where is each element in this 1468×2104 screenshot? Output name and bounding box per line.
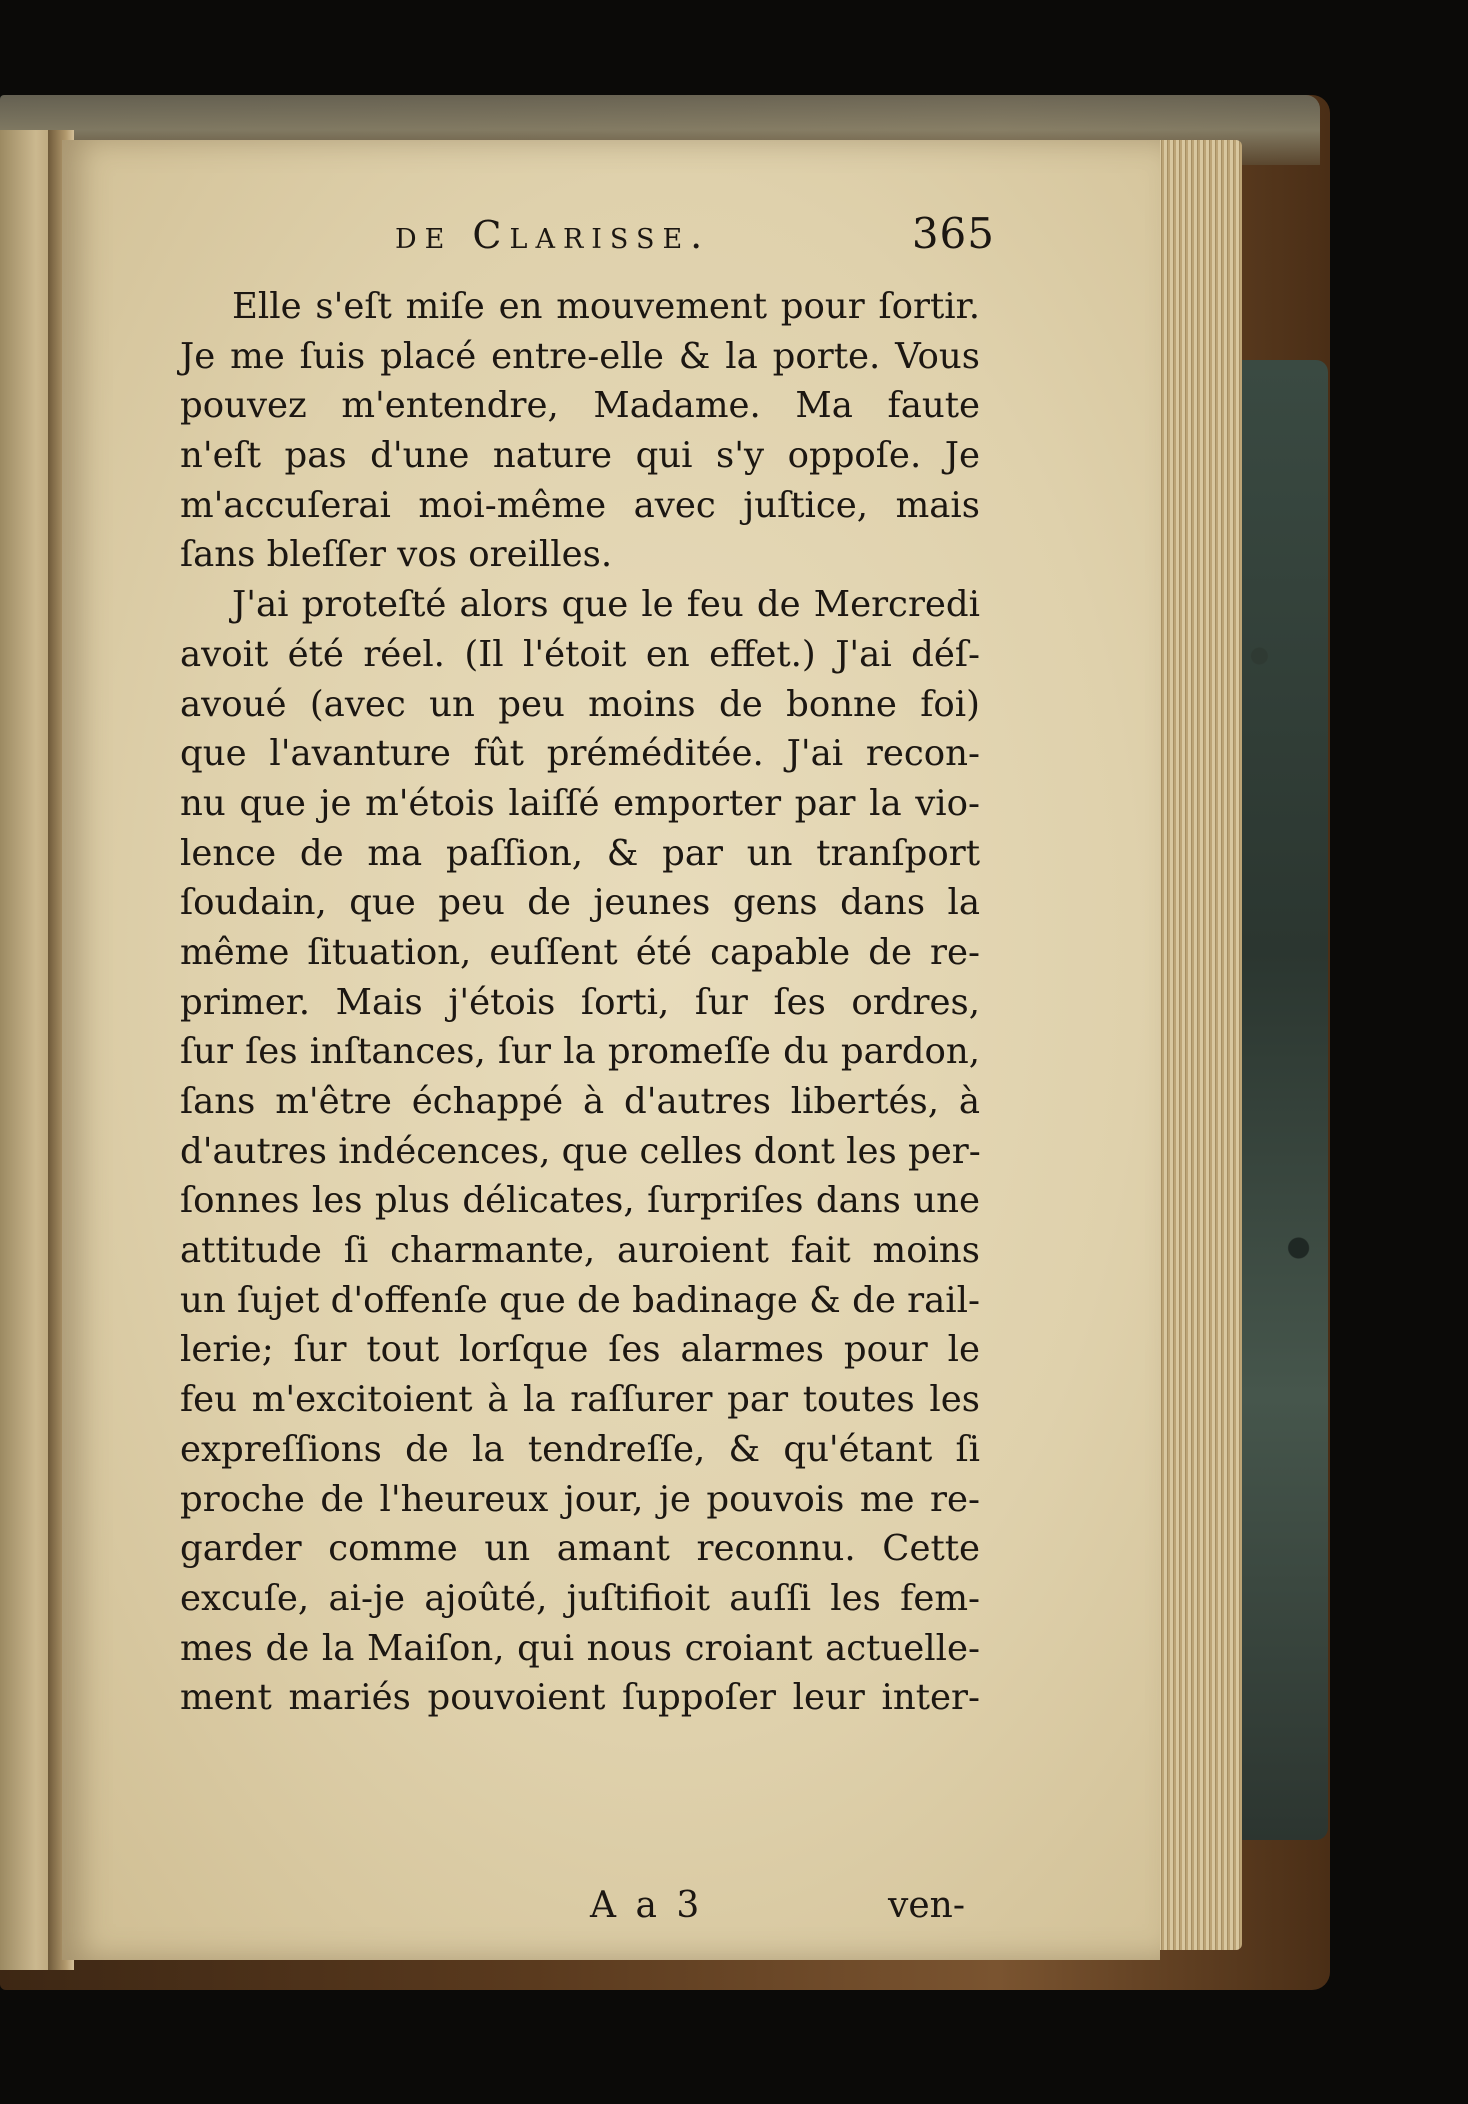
page-number: 365 [911, 209, 995, 258]
text-line: excuſe, ai-je ajoûté, juſtifioit auſſi les fem- [180, 1577, 980, 1619]
text-line: que l'avanture fût préméditée. J'ai recon- [180, 733, 980, 775]
text-line: feu m'excitoient à la raſſurer par toutes les [180, 1379, 980, 1421]
text-line: expreſſions de la tendreſſe, & qu'étant ſi [180, 1428, 980, 1470]
text-line: nu que je m'étois laiſſé emporter par la vio- [180, 782, 980, 824]
marbled-board [1230, 360, 1328, 1840]
text-line: lerie; ſur tout lorſque ſes alarmes pour le [180, 1329, 980, 1371]
text-line: ſans bleſſer vos oreilles. [180, 534, 613, 576]
text-line: Je me ſuis placé entre-elle & la porte. Vous [180, 335, 980, 377]
text-line: mes de la Maiſon, qui nous croiant actuelle- [180, 1627, 980, 1669]
text-line: n'eſt pas d'une nature qui s'y oppoſe. Je [180, 435, 980, 477]
text-line: un ſujet d'offenſe que de badinage & de rail- [180, 1279, 980, 1321]
text-line: garder comme un amant reconnu. Cette [180, 1528, 980, 1570]
text-line: proche de l'heureux jour, je pouvois me re- [180, 1478, 980, 1520]
text-line: ſoudain, que peu de jeunes gens dans la [180, 882, 980, 924]
text-line: ment mariés pouvoient ſuppoſer leur inter- [180, 1677, 980, 1719]
text-line: avoué (avec un peu moins de bonne foi) [180, 683, 980, 725]
text-line: d'autres indécences, que celles dont les per- [180, 1130, 981, 1172]
body-text [180, 282, 980, 1723]
running-head: de Clarisse. [395, 213, 711, 257]
text-line: primer. Mais j'étois ſorti, ſur ſes ordres, [180, 981, 980, 1023]
page-header [395, 205, 995, 265]
signature-mark: A a 3 [590, 1885, 704, 1926]
text-line: avoit été réel. (Il l'étoit en effet.) J'ai déſ- [180, 633, 980, 675]
text-line: Elle s'eſt miſe en mouvement pour ſortir. [232, 286, 980, 327]
catchword: ven- [888, 1885, 965, 1926]
text-line: ſans m'être échappé à d'autres libertés, à [180, 1081, 980, 1122]
text-line: J'ai proteſté alors que le feu de Mercredi [232, 584, 980, 626]
text-line: pouvez m'entendre, Madame. Ma faute [180, 385, 980, 427]
page-block-edges [1150, 140, 1242, 1950]
text-line: lence de ma paſſion, & par un tranſport [180, 832, 980, 874]
text-line: ſonnes les plus délicates, ſurpriſes dans une [180, 1180, 980, 1222]
text-line: attitude ſi charmante, auroient fait moins [180, 1230, 980, 1272]
text-line: ſur ſes inſtances, ſur la promeſſe du pardon, [180, 1031, 980, 1073]
text-line: m'accuſerai moi-même avec juſtice, mais [180, 484, 980, 526]
text-line: même ſituation, euſſent été capable de re- [180, 931, 980, 973]
